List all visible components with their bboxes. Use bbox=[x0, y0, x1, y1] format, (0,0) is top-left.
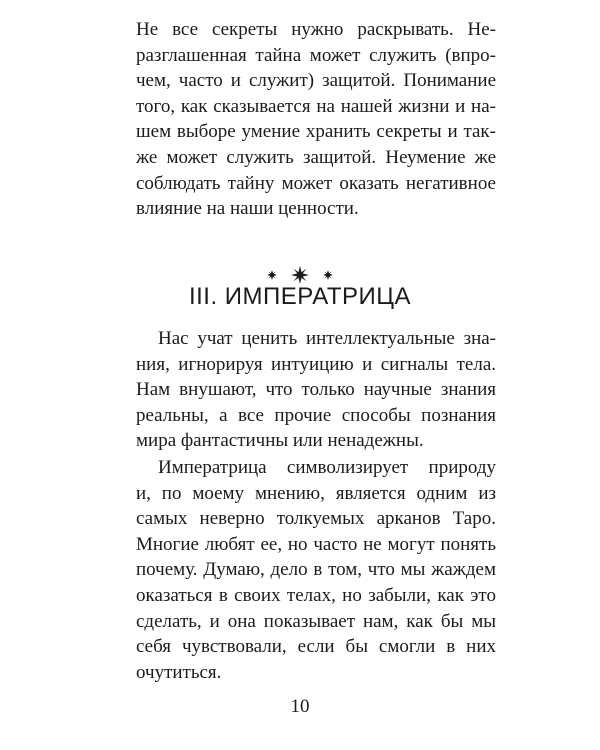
text-line: Императрица символизирует природу bbox=[158, 457, 496, 478]
text-line: и, по моему мнению, является одним из bbox=[136, 482, 496, 504]
text-line: почему. Думаю, дело в том, что мы жаждем bbox=[136, 559, 496, 581]
text-line: шем выборе умение хранить секреты и так- bbox=[136, 121, 496, 143]
text-line: Не все секреты нужно раскрывать. Не- bbox=[136, 19, 496, 40]
page-number: 10 bbox=[290, 696, 310, 717]
text-line: сделать, и она показывает нам, как бы мы bbox=[136, 610, 496, 632]
text-line: самых неверно толкуемых арканов Таро. bbox=[136, 508, 496, 530]
text-line: Многие любят ее, но часто не могут понять bbox=[136, 533, 496, 555]
text-line: того, как сказывается на нашей жизни и на- bbox=[136, 95, 496, 117]
small-star-icon bbox=[323, 270, 333, 280]
text-line: оказаться в своих телах, но забыли, как это bbox=[136, 584, 496, 606]
text-line: себя чувствовали, если бы смогли в них bbox=[136, 636, 496, 658]
text-line: же может служить защитой. Неумение же bbox=[136, 146, 496, 168]
text-line: ния, игнорируя интуицию и сигналы тела. bbox=[136, 353, 496, 375]
paragraph-intellect bbox=[136, 326, 496, 454]
chapter-title: III. ИМПЕРАТРИЦА bbox=[188, 283, 412, 310]
text-line: реальны, а все прочие способы познания bbox=[136, 404, 496, 426]
text-line: влияние на наши ценности. bbox=[136, 198, 359, 220]
text-line: мира фантастичны или ненадежны. bbox=[136, 430, 424, 452]
small-star-icon bbox=[267, 270, 277, 280]
text-line: разглашенная тайна может служить (впро- bbox=[136, 44, 496, 66]
text-line: Нас учат ценить интеллектуальные зна- bbox=[158, 328, 496, 349]
text-line: соблюдать тайну может оказать негативное bbox=[136, 172, 496, 194]
text-line: Нам внушают, что только научные знания bbox=[136, 379, 496, 401]
paragraph-empress bbox=[136, 455, 496, 685]
text-line: очутиться. bbox=[136, 661, 222, 683]
paragraph-secrets bbox=[136, 17, 496, 222]
large-star-icon bbox=[291, 266, 309, 284]
text-line: чем, часто и служит) защитой. Понимание bbox=[136, 70, 496, 92]
